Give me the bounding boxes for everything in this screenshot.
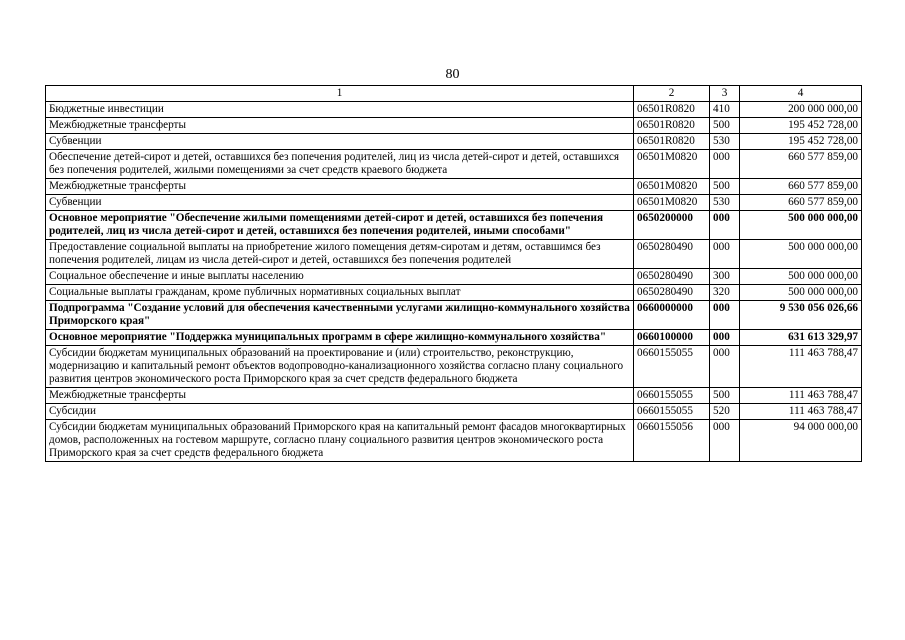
- table-row: [46, 102, 862, 118]
- row-sum: 195 452 728,00: [740, 134, 862, 150]
- column-header-code: 2: [634, 86, 710, 102]
- row-code: 06501M0820: [634, 195, 710, 211]
- row-sum: 500 000 000,00: [740, 211, 862, 240]
- row-sum: 9 530 056 026,66: [740, 301, 862, 330]
- table-row: [46, 240, 862, 269]
- row-sum: 631 613 329,97: [740, 330, 862, 346]
- row-sum: 111 463 788,47: [740, 346, 862, 388]
- table-row: [46, 346, 862, 388]
- row-name: Межбюджетные трансферты: [46, 388, 634, 404]
- table-row: [46, 150, 862, 179]
- table-row: [46, 285, 862, 301]
- column-header-sum: 4: [740, 86, 862, 102]
- row-code: 0660155055: [634, 388, 710, 404]
- row-sum: 500 000 000,00: [740, 285, 862, 301]
- row-name: Субвенции: [46, 134, 634, 150]
- row-type: 000: [710, 346, 740, 388]
- row-code: 06501M0820: [634, 150, 710, 179]
- table-row: [46, 388, 862, 404]
- row-sum: 660 577 859,00: [740, 195, 862, 211]
- row-sum: 200 000 000,00: [740, 102, 862, 118]
- row-code: 0660155055: [634, 404, 710, 420]
- row-name: Бюджетные инвестиции: [46, 102, 634, 118]
- row-type: 300: [710, 269, 740, 285]
- row-type: 000: [710, 301, 740, 330]
- row-sum: 660 577 859,00: [740, 179, 862, 195]
- table-row: [46, 404, 862, 420]
- row-name: Подпрограмма "Создание условий для обеспечения качественными услугами жилищно-коммунального хозяйства Приморского края": [46, 301, 634, 330]
- page-number: 80: [445, 67, 460, 82]
- column-header-type: 3: [710, 86, 740, 102]
- row-code: 0650200000: [634, 211, 710, 240]
- row-name: Межбюджетные трансферты: [46, 179, 634, 195]
- row-type: 000: [710, 211, 740, 240]
- row-code: 0660155056: [634, 420, 710, 462]
- row-type: 500: [710, 179, 740, 195]
- budget-table: [45, 85, 862, 462]
- row-code: 06501R0820: [634, 102, 710, 118]
- row-type: 500: [710, 388, 740, 404]
- row-sum: 195 452 728,00: [740, 118, 862, 134]
- table-row: [46, 134, 862, 150]
- row-name: Субсидии бюджетам муниципальных образований на проектирование и (или) строительство, реконструкцию, модернизацию и капитальный ремонт объектов водопроводно-канализационного хозяйства согласно плану социального развития центров экономического роста Приморского края за счет средств федерального бюджета: [46, 346, 634, 388]
- row-type: 000: [710, 330, 740, 346]
- row-name: Предоставление социальной выплаты на приобретение жилого помещения детям-сиротам и детям, оставшимся без попечения родителей, лицам из числа детей-сирот и детей, оставшихся без попечения родителей: [46, 240, 634, 269]
- row-name: Социальное обеспечение и иные выплаты населению: [46, 269, 634, 285]
- row-type: 530: [710, 134, 740, 150]
- row-name: Субсидии бюджетам муниципальных образований Приморского края на капитальный ремонт фасадов многоквартирных домов, расположенных на гостевом маршруте, согласно плану социального развития центров экономического роста Приморского края за счет средств федерального бюджета: [46, 420, 634, 462]
- row-sum: 111 463 788,47: [740, 388, 862, 404]
- row-code: 0660100000: [634, 330, 710, 346]
- row-type: 530: [710, 195, 740, 211]
- row-sum: 111 463 788,47: [740, 404, 862, 420]
- table-row: [46, 195, 862, 211]
- row-code: 06501R0820: [634, 134, 710, 150]
- row-type: 000: [710, 420, 740, 462]
- table-row: [46, 118, 862, 134]
- row-code: 0650280490: [634, 240, 710, 269]
- row-code: 06501R0820: [634, 118, 710, 134]
- row-code: 0660155055: [634, 346, 710, 388]
- table-row: [46, 301, 862, 330]
- row-sum: 94 000 000,00: [740, 420, 862, 462]
- column-header-name: 1: [46, 86, 634, 102]
- row-name: Субсидии: [46, 404, 634, 420]
- row-sum: 660 577 859,00: [740, 150, 862, 179]
- row-type: 000: [710, 150, 740, 179]
- row-sum: 500 000 000,00: [740, 240, 862, 269]
- row-name: Основное мероприятие "Поддержка муниципальных программ в сфере жилищно-коммунального хозяйства": [46, 330, 634, 346]
- table-row: [46, 211, 862, 240]
- table-row: [46, 179, 862, 195]
- row-code: 06501M0820: [634, 179, 710, 195]
- row-name: Обеспечение детей-сирот и детей, оставшихся без попечения родителей, лиц из числа детей-сирот и детей, оставшихся без попечения родителей, жилыми помещениями за счет средств краевого бюджета: [46, 150, 634, 179]
- row-name: Основное мероприятие "Обеспечение жилыми помещениями детей-сирот и детей, оставшихся без попечения родителей, лиц из числа детей-сирот и детей, оставшихся без попечения родителей, иными способами": [46, 211, 634, 240]
- table-row: [46, 330, 862, 346]
- row-type: 320: [710, 285, 740, 301]
- row-name: Межбюджетные трансферты: [46, 118, 634, 134]
- row-sum: 500 000 000,00: [740, 269, 862, 285]
- row-code: 0660000000: [634, 301, 710, 330]
- table-body: [46, 102, 862, 462]
- row-name: Субвенции: [46, 195, 634, 211]
- row-type: 520: [710, 404, 740, 420]
- table-row: [46, 269, 862, 285]
- row-type: 410: [710, 102, 740, 118]
- row-code: 0650280490: [634, 269, 710, 285]
- row-type: 500: [710, 118, 740, 134]
- row-type: 000: [710, 240, 740, 269]
- row-name: Социальные выплаты гражданам, кроме публичных нормативных социальных выплат: [46, 285, 634, 301]
- table-header-row: [46, 86, 862, 102]
- row-code: 0650280490: [634, 285, 710, 301]
- table-row: [46, 420, 862, 462]
